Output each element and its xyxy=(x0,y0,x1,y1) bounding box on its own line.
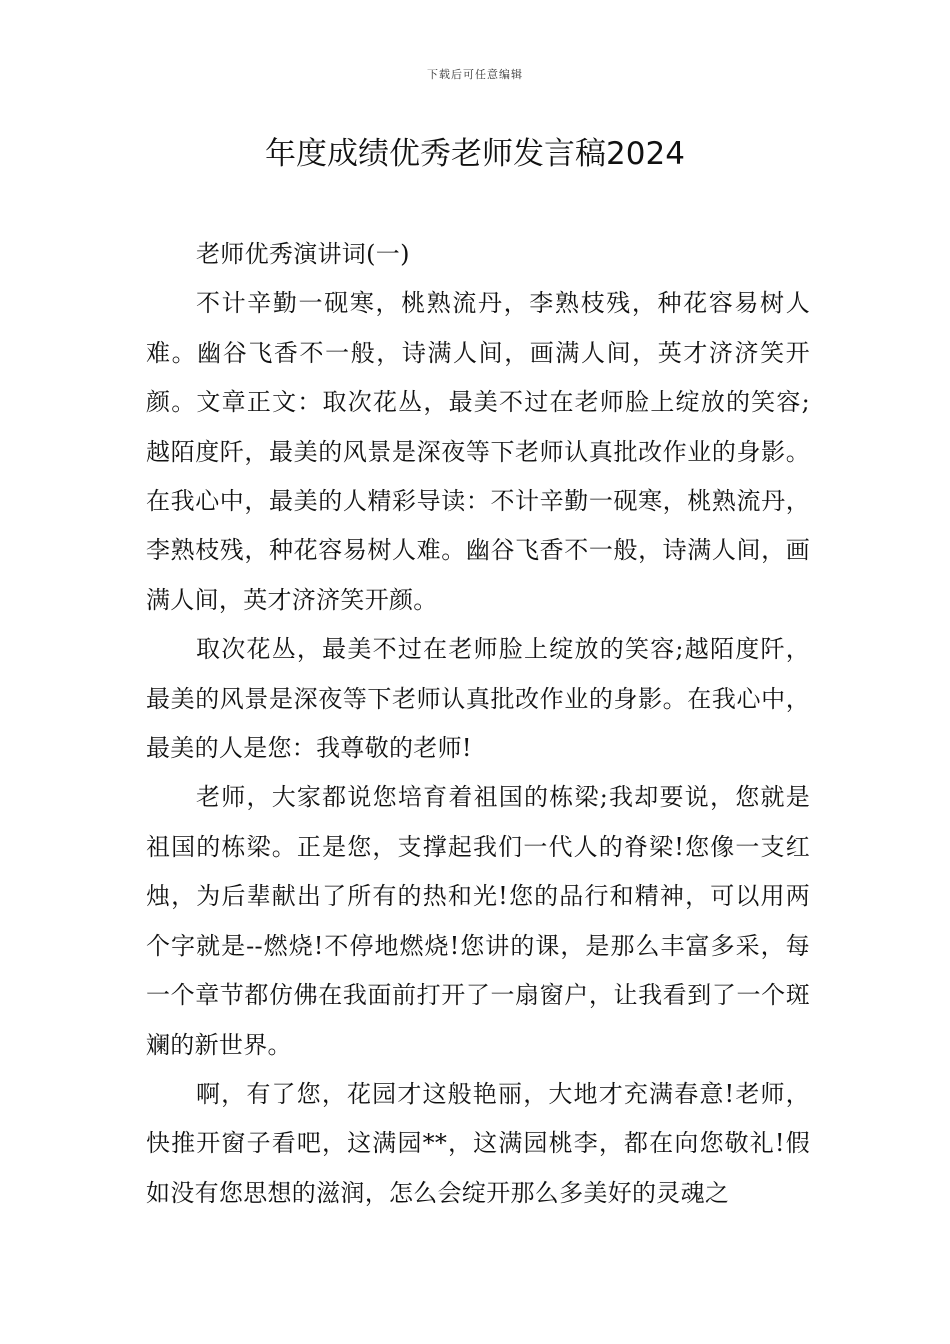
header-note: 下载后可任意编辑 xyxy=(427,68,523,81)
paragraph: 取次花丛，最美不过在老师脸上绽放的笑容;越陌度阡，最美的风景是深夜等下老师认真批改作业的身影。在我心中，最美的人是您：我尊敬的老师! xyxy=(146,635,810,763)
paragraph: 啊，有了您，花园才这般艳丽，大地才充满春意!老师，快推开窗子看吧，这满园**，这满园桃李，都在向您敬礼!假如没有您思想的滋润，怎么会绽开那么多美好的灵魂之 xyxy=(146,1079,810,1207)
section-heading: 老师优秀演讲词(一) xyxy=(196,240,410,268)
document-body xyxy=(146,230,810,1218)
paragraph: 老师，大家都说您培育着祖国的栋梁;我却要说，您就是祖国的栋梁。正是您，支撑起我们一代人的脊梁!您像一支红烛，为后辈献出了所有的热和光!您的品行和精神，可以用两个字就是--燃烧!不停地燃烧!您讲的课，是那么丰富多采，每一个章节都仿佛在我面前打开了一扇窗户，让我看到了一个斑斓的新世界。 xyxy=(146,783,810,1059)
document-title: 年度成绩优秀老师发言稿2024 xyxy=(265,136,685,172)
paragraph: 不计辛勤一砚寒，桃熟流丹，李熟枝残，种花容易树人难。幽谷飞香不一般，诗满人间，画满人间，英才济济笑开颜。文章正文：取次花丛，最美不过在老师脸上绽放的笑容;越陌度阡，最美的风景是深夜等下老师认真批改作业的身影。在我心中，最美的人精彩导读：不计辛勤一砚寒，桃熟流丹，李熟枝残，种花容易树人难。幽谷飞香不一般，诗满人间，画满人间，英才济济笑开颜。 xyxy=(146,289,810,614)
